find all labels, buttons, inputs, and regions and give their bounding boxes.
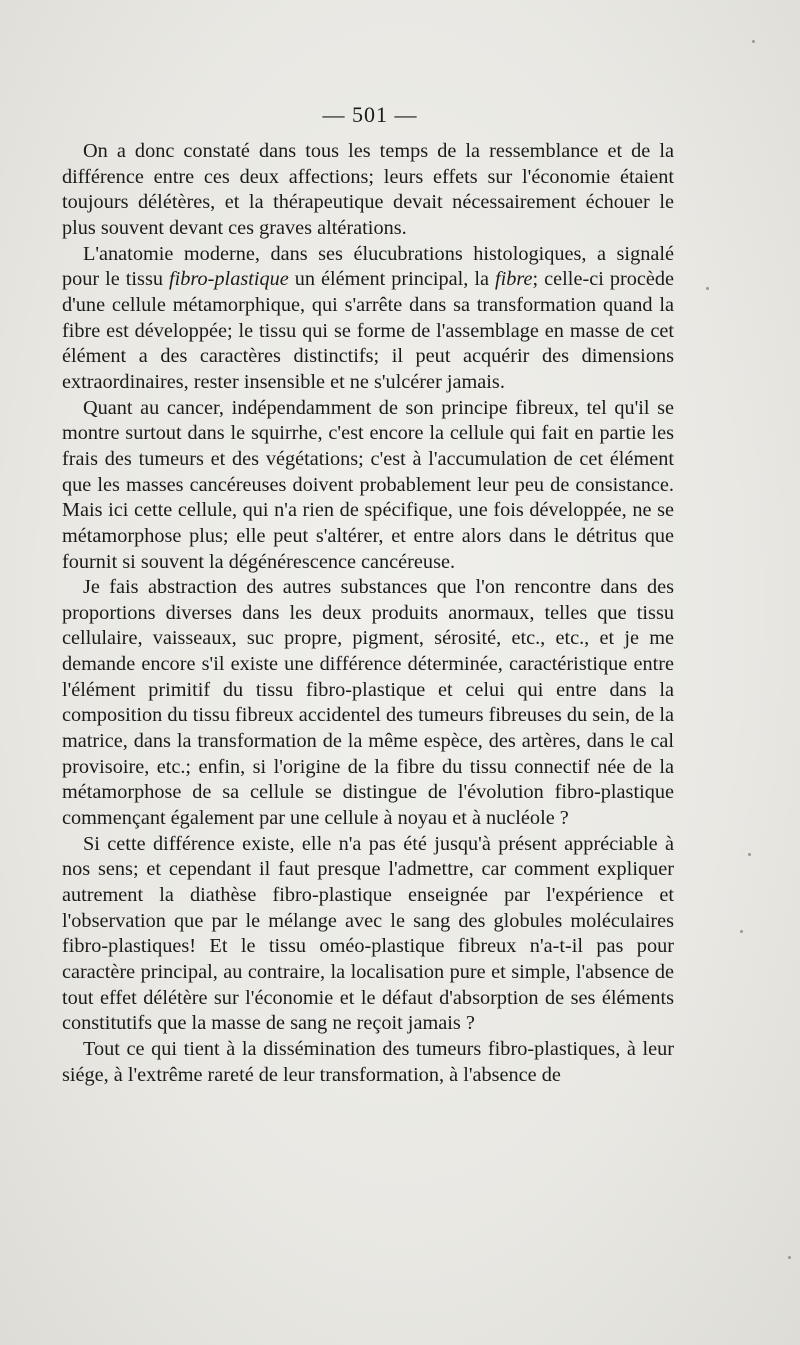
italic-term: fibro-plastique: [168, 268, 289, 291]
paragraph: Quant au cancer, indépendamment de son principe fibreux, tel qu'il se montre surtout dans le squirrhe, c'est encore la cellule qui fait en partie les frais des tumeurs et des végétations; c'est à l'accumulation de cet élément que les masses cancéreuses doivent probablement leur peu de consistance. Mais ici cette cellule, qui n'a rien de spécifique, une fois développée, ne se métamorphose plus; elle peut s'altérer, et entre alors dans le détritus que fournit si souvent la dégénérescence cancéreuse.: [62, 396, 674, 573]
paper-speck: [748, 853, 751, 856]
paragraph: [62, 242, 674, 396]
paragraph: Je fais abstraction des autres substances que l'on rencontre dans des proportions diverses dans les deux produits anormaux, telles que tissu cellulaire, vaisseaux, suc propre, pigment, sérosité, etc., etc., et je me demande encore s'il existe une différence déterminée, caractéristique entre l'élément primitif du tissu fibro-plastique et celui qui entre dans la composition du tissu fibreux accidentel des tumeurs fibreuses du sein, de la matrice, dans la transformation de la même espèce, des artères, dans le cal provisoire, etc.; enfin, si l'origine de la fibre du tissu connectif née de la métamorphose de sa cellule se distingue de l'évolution fibro-plastique commençant également par une cellule à noyau et à nucléole ?: [62, 576, 674, 830]
italic-term: fibre: [494, 268, 533, 291]
paragraph-text: ; celle-ci procède d'une cellule métamorphique, qui s'arrête dans sa transformation quand la fibre est développée; le tissu qui se forme de l'assemblage en masse de cet élément a des caractères distinctifs; il peut acquérir des dimensions extraordinaires, rester insensible et ne s'ulcérer jamais.: [62, 268, 674, 393]
paper-speck: [788, 1256, 791, 1259]
paragraph: Si cette différence existe, elle n'a pas été jusqu'à présent appréciable à nos sens; et cependant il faut presque l'admettre, car comment expliquer autrement la diathèse fibro-plastique enseignée par l'expérience et l'observation que par le mélange avec le sang des globules moléculaires fibro-plastiques! Et le tissu oméo-plastique fibreux n'a-t-il pas pour caractère principal, au contraire, la localisation pure et simple, l'absence de tout effet délétère sur l'économie et le défaut d'absorption de ses éléments constitutifs que la masse de sang ne reçoit jamais ?: [62, 832, 674, 1035]
paragraph-text: L'anatomie moderne, dans ses élucubrations histologiques, a signalé pour le tissu: [62, 242, 674, 291]
paragraph-text: un élément principal, la: [288, 268, 495, 291]
paper-speck: [740, 930, 743, 933]
paper-speck: [752, 40, 755, 43]
paragraph: Tout ce qui tient à la dissémination des tumeurs fibro-plastiques, à leur siége, à l'extrême rareté de leur transformation, à l'absence de: [62, 1037, 674, 1086]
body-text: [62, 139, 674, 1088]
paragraph: On a donc constaté dans tous les temps de la ressemblance et de la différence entre ces deux affections; leurs effets sur l'économie étaient toujours délétères, et la thérapeutique devait nécessairement échouer le plus souvent devant ces graves altérations.: [62, 140, 674, 239]
paper-speck: [706, 287, 709, 290]
page-number: — 501 —: [322, 102, 418, 127]
